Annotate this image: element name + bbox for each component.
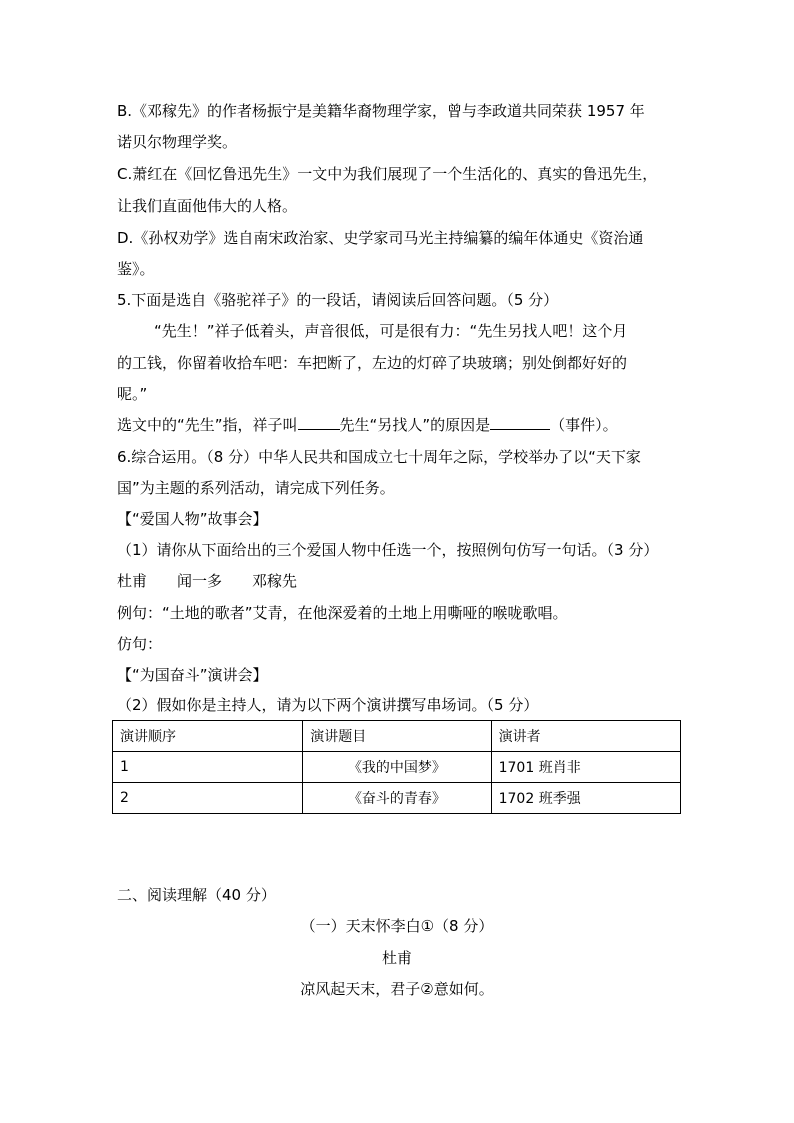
fill-in-text-b: 先生“另找人”的原因是 xyxy=(339,416,491,434)
task-1-prompt: （1）请你从下面给出的三个爱国人物中任选一个，按照例句仿写一句话。（3 分） xyxy=(117,541,659,559)
section-heading-speech: 【“为国奋斗”演讲会】 xyxy=(117,666,268,684)
table-cell: 《奋斗的青春》 xyxy=(303,783,491,814)
example-sentence: 例句：“土地的歌者”艾青，在他深爱着的土地上用嘶哑的喉咙歌唱。 xyxy=(117,604,568,622)
passage-line-1: “先生！”祥子低着头，声音很低，可是很有力：“先生另找人吧！这个月 xyxy=(154,322,628,340)
table-cell: 《我的中国梦》 xyxy=(303,752,491,783)
option-c-line-2: 让我们直面他伟大的人格。 xyxy=(117,197,298,215)
fill-in-text-a: 选文中的“先生”指，祥子叫 xyxy=(117,416,298,434)
fill-in-text-c: （事件）。 xyxy=(550,416,618,434)
option-b-line-1: B.《邓稼先》的作者杨振宁是美籍华裔物理学家，曾与李政道共同荣获 1957 年 xyxy=(117,102,645,120)
passage-line-2: 的工钱，你留着收拾车吧：车把断了，左边的灯碎了块玻璃；别处倒都好好的 xyxy=(117,354,628,372)
table-cell: 2 xyxy=(113,783,303,814)
option-c-line-1: C.萧红在《回忆鲁迅先生》一文中为我们展现了一个生活化的、真实的鲁迅先生， xyxy=(117,165,658,183)
speech-schedule-table xyxy=(112,720,681,814)
table-header-row xyxy=(113,721,681,752)
question-6-line-2: 国”为主题的系列活动，请完成下列任务。 xyxy=(117,479,395,497)
task-2-prompt: （2）假如你是主持人，请为以下两个演讲撰写串场词。（5 分） xyxy=(117,696,539,714)
table-cell: 1702 班季强 xyxy=(491,783,680,814)
imitation-label: 仿句： xyxy=(117,635,163,653)
passage-line-3: 呢。” xyxy=(117,385,148,403)
option-d-line-2: 鉴》。 xyxy=(117,260,155,278)
table-row xyxy=(113,752,681,783)
poem-line-1: 凉风起天末，君子②意如何。 xyxy=(300,980,494,998)
answer-blank-1[interactable] xyxy=(298,415,340,430)
answer-blank-2[interactable] xyxy=(490,415,550,430)
section-heading-patriots: 【“爱国人物”故事会】 xyxy=(117,510,268,528)
table-header-cell: 演讲者 xyxy=(491,721,680,752)
question-5-prompt: 5.下面是选自《骆驼祥子》的一段话，请阅读后回答问题。（5 分） xyxy=(117,291,559,309)
table-header-cell: 演讲题目 xyxy=(303,721,491,752)
table-header-cell: 演讲顺序 xyxy=(113,721,303,752)
table-cell: 1 xyxy=(113,752,303,783)
poem-author: 杜甫 xyxy=(381,949,412,967)
patriot-name: 邓稼先 xyxy=(252,572,298,590)
option-d-line-1: D.《孙权劝学》选自南宋政治家、史学家司马光主持编纂的编年体通史《资治通 xyxy=(117,229,644,247)
table-cell: 1701 班肖非 xyxy=(491,752,680,783)
table-row xyxy=(113,783,681,814)
part-2-heading: 二、阅读理解（40 分） xyxy=(117,886,276,904)
patriot-list xyxy=(117,571,297,591)
poem-title: （一）天末怀李白①（8 分） xyxy=(300,917,494,935)
patriot-name: 杜甫 xyxy=(117,572,148,590)
question-5-fill-in xyxy=(117,415,618,435)
patriot-name: 闻一多 xyxy=(177,572,223,590)
question-6-line-1: 6.综合运用。（8 分）中华人民共和国成立七十周年之际，学校举办了以“天下家 xyxy=(117,448,641,466)
option-b-line-2: 诺贝尔物理学奖。 xyxy=(117,133,238,151)
